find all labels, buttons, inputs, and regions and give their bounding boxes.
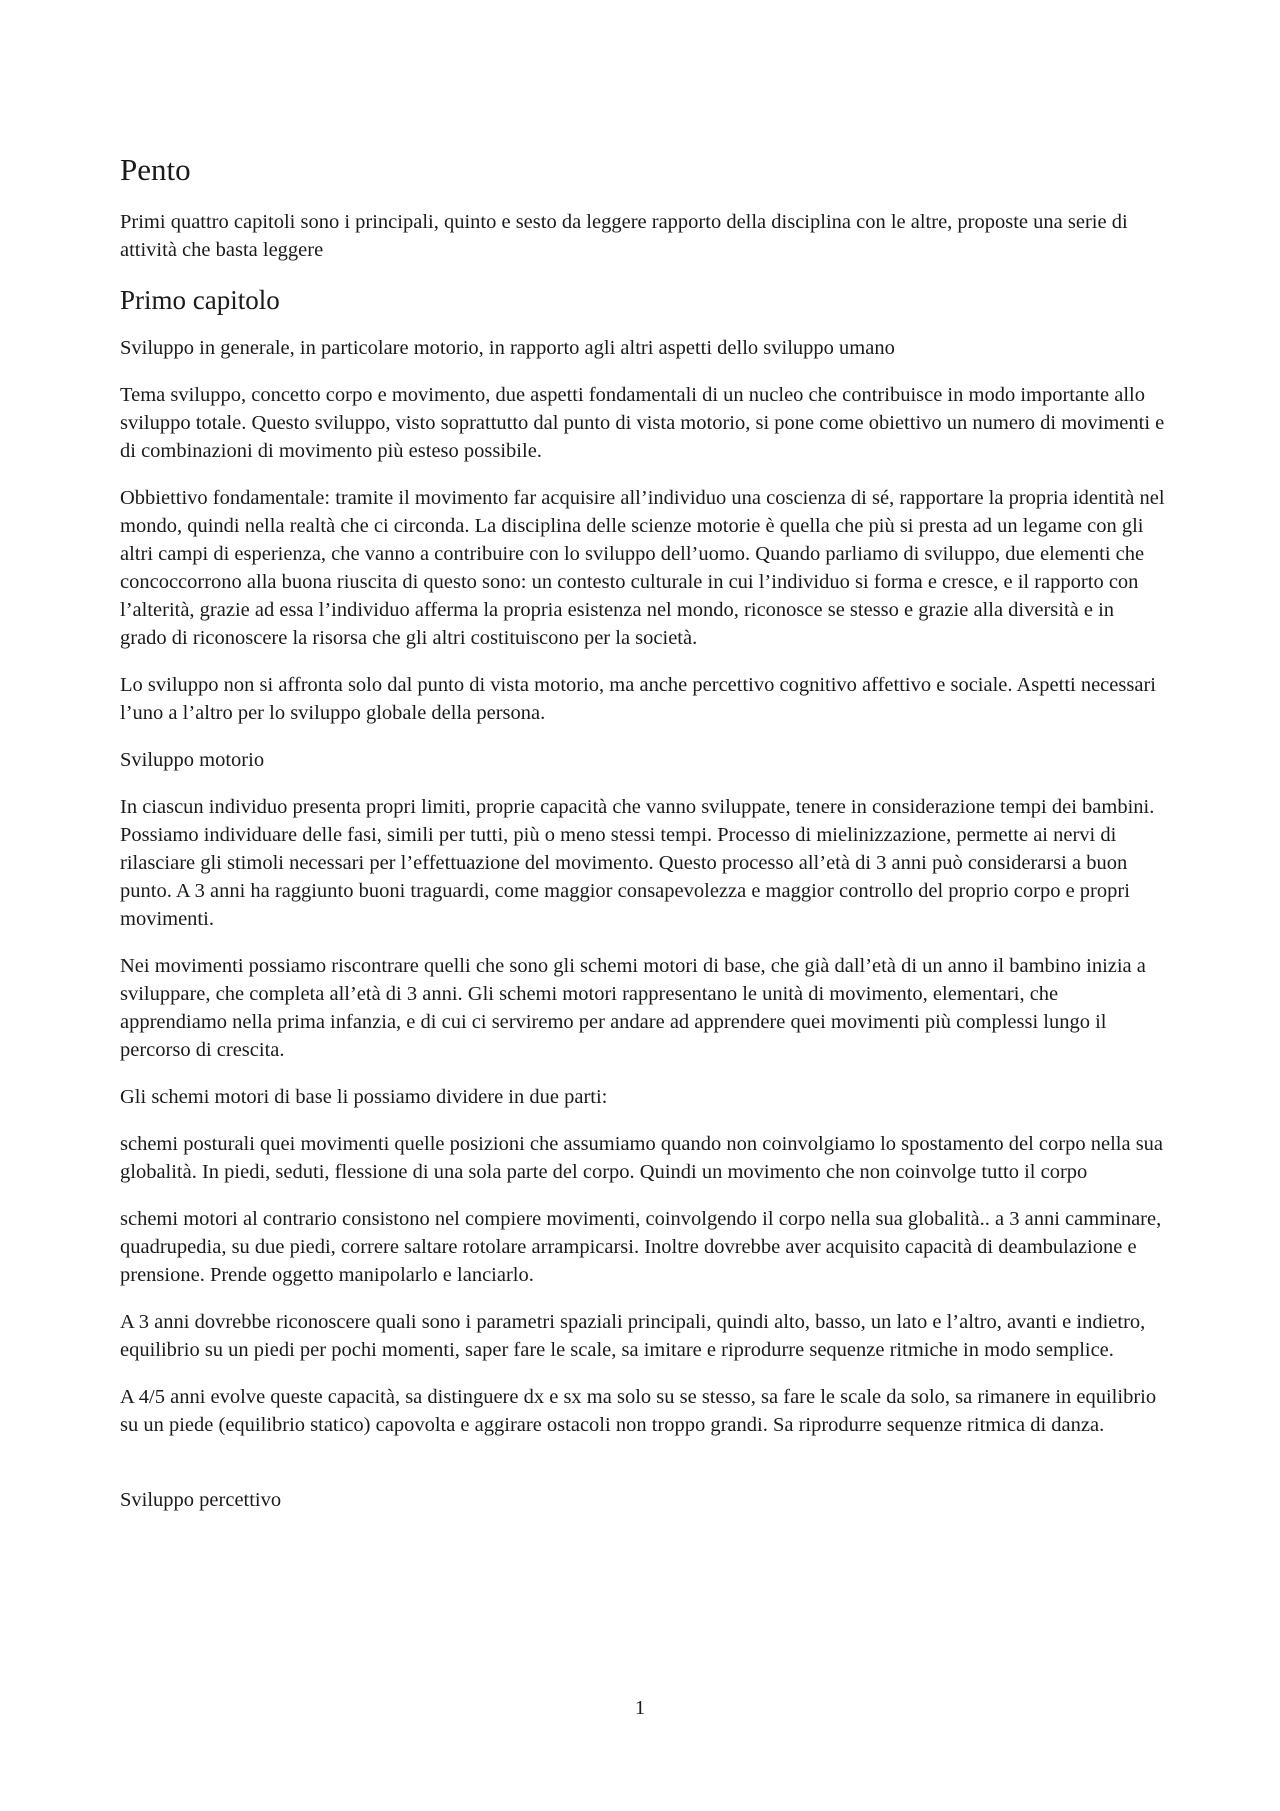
- paragraph: In ciascun individuo presenta propri limiti, proprie capacità che vanno sviluppate, tenere in considerazione tempi dei bambini. Possiamo individuare delle fasi, simili per tutti, più o meno stessi tempi. Processo di mielinizzazione, permette ai nervi di rilasciare gli stimoli necessari per l’effettuazione del movimento. Questo processo all’età di 3 anni può considerarsi a buon punto. A 3 anni ha raggiunto buoni traguardi, come maggior consapevolezza e maggior controllo del proprio corpo e propri movimenti.: [120, 796, 1155, 930]
- chapter-heading: Primo capitolo: [120, 285, 280, 315]
- paragraph: Obbiettivo fondamentale: tramite il movimento far acquisire all’individuo una coscienza di sé, rapportare la propria identità nel mondo, quindi nella realtà che ci circonda. La disciplina delle scienze motorie è quella che più si presta ad un legame con gli altri campi di esperienza, che vanno a contribuire con lo sviluppo dell’uomo. Quando parliamo di sviluppo, due elementi che concoccorrono alla buona riuscita di questo sono: un contesto culturale in cui l’individuo si forma e cresce, e il rapporto con l’alterità, grazie ad essa l’individuo afferma la propria esistenza nel mondo, riconosce se stesso e grazie alla diversità e in grado di riconoscere la risorsa che gli altri costituiscono per la società.: [120, 487, 1165, 649]
- document-title: Pento: [120, 152, 191, 187]
- section-label: Sviluppo percettivo: [120, 1489, 282, 1511]
- paragraph: Tema sviluppo, concetto corpo e movimento, due aspetti fondamentali di un nucleo che contribuisce in modo importante allo sviluppo totale. Questo sviluppo, visto soprattutto dal punto di vista motorio, si pone come obiettivo un numero di movimenti e di combinazioni di movimento più esteso possibile.: [120, 384, 1165, 462]
- paragraph: Lo sviluppo non si affronta solo dal punto di vista motorio, ma anche percettivo cognitivo affettivo e sociale. Aspetti necessari l’uno a l’altro per lo sviluppo globale della persona.: [120, 674, 1156, 724]
- paragraph: schemi posturali quei movimenti quelle posizioni che assumiamo quando non coinvolgiamo lo spostamento del corpo nella sua globalità. In piedi, seduti, flessione di una sola parte del corpo. Quindi un movimento che non coinvolge tutto il corpo: [120, 1133, 1164, 1183]
- intro-paragraph: Primi quattro capitoli sono i principali, quinto e sesto da leggere rapporto della disciplina con le altre, proposte una serie di attività che basta leggere: [120, 211, 1128, 261]
- paragraph: schemi motori al contrario consistono nel compiere movimenti, coinvolgendo il corpo nella sua globalità.. a 3 anni camminare, quadrupedia, su due piedi, correre saltare rotolare arrampicarsi. Inoltre dovrebbe aver acquisito capacità di deambulazione e prensione. Prende oggetto manipolarlo e lanciarlo.: [120, 1208, 1162, 1286]
- paragraph: Gli schemi motori di base li possiamo dividere in due parti:: [120, 1086, 608, 1108]
- paragraph: Nei movimenti possiamo riscontrare quelli che sono gli schemi motori di base, che già dall’età di un anno il bambino inizia a sviluppare, che completa all’età di 3 anni. Gli schemi motori rappresentano le unità di movimento, elementari, che apprendiamo nella prima infanzia, e di cui ci serviremo per andare ad apprendere quei movimenti più complessi lungo il percorso di crescita.: [120, 955, 1146, 1061]
- paragraph: A 4/5 anni evolve queste capacità, sa distinguere dx e sx ma solo su se stesso, sa fare le scale da solo, sa rimanere in equilibrio su un piede (equilibrio statico) capovolta e aggirare ostacoli non troppo grandi. Sa riprodurre sequenze ritmica di danza.: [120, 1386, 1157, 1436]
- paragraph: A 3 anni dovrebbe riconoscere quali sono i parametri spaziali principali, quindi alto, basso, un lato e l’altro, avanti e indietro, equilibrio su un piedi per pochi momenti, saper fare le scale, sa imitare e riprodurre sequenze ritmiche in modo semplice.: [120, 1311, 1146, 1361]
- paragraph: Sviluppo in generale, in particolare motorio, in rapporto agli altri aspetti dello sviluppo umano: [120, 337, 895, 359]
- document-page: [120, 150, 1165, 1533]
- page-number: 1: [634, 1697, 646, 1719]
- blank-line: [120, 1458, 1165, 1486]
- section-label: Sviluppo motorio: [120, 749, 265, 771]
